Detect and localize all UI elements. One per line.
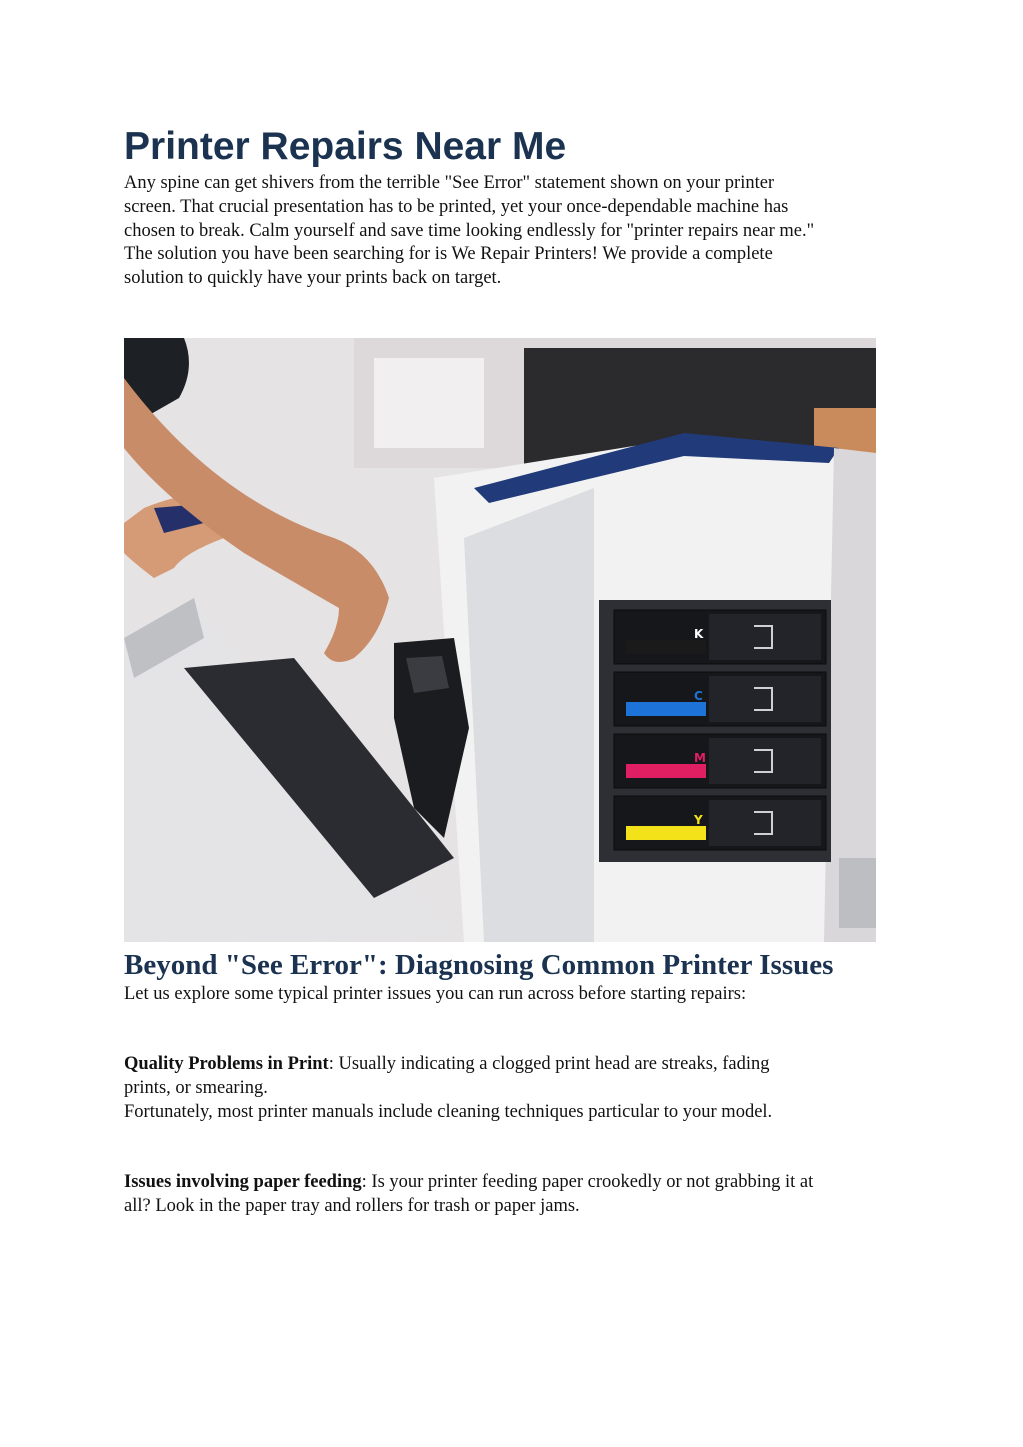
issue-quality-term: Quality Problems in Print — [124, 1054, 329, 1074]
issue-quality-line1 — [124, 1053, 914, 1077]
issue-feeding-term: Issues involving paper feeding — [124, 1172, 362, 1192]
toner-color-stripe — [626, 826, 706, 840]
printer-repair-photo — [124, 338, 876, 942]
issue-quality-text: : Usually indicating a clogged print head are streaks, fading — [328, 1054, 770, 1074]
issue-feeding-line1 — [124, 1171, 914, 1195]
toner-label: M — [694, 751, 706, 765]
intro-line: solution to quickly have your prints back on target. — [124, 268, 502, 289]
toner-face — [709, 614, 821, 660]
section-lead-text: Let us explore some typical printer issues you can run across before starting repairs: — [124, 984, 747, 1004]
toner-color-stripe — [626, 702, 706, 716]
intro-line: The solution you have been searching for is We Repair Printers! We provide a complete — [124, 244, 773, 265]
intro-paragraph — [124, 172, 914, 291]
toner-face — [709, 800, 821, 846]
toner-color-stripe — [626, 640, 706, 654]
section-heading: Beyond "See Error": Diagnosing Common Printer Issues — [124, 949, 834, 981]
issue-feeding-line2: all? Look in the paper tray and rollers for trash or paper jams. — [124, 1195, 580, 1216]
toner-color-stripe — [626, 764, 706, 778]
issue-quality-paragraph — [124, 1053, 914, 1124]
toner-face — [709, 676, 821, 722]
section-lead — [124, 983, 914, 1007]
issue-quality-line2: prints, or smearing. — [124, 1077, 268, 1098]
issue-feeding-paragraph — [124, 1171, 914, 1219]
toner-label: C — [694, 689, 703, 703]
intro-line: Any spine can get shivers from the terrible "See Error" statement shown on your printer — [124, 173, 775, 193]
toner-label: K — [694, 627, 704, 641]
issue-quality-line3: Fortunately, most printer manuals include cleaning techniques particular to your model. — [124, 1101, 773, 1122]
toner-label: Y — [694, 813, 703, 827]
intro-line: screen. That crucial presentation has to be printed, yet your once-dependable machine has — [124, 196, 789, 217]
issue-feeding-text: : Is your printer feeding paper crookedly or not grabbing it at — [361, 1172, 814, 1192]
toner-face — [709, 738, 821, 784]
intro-line: chosen to break. Calm yourself and save time looking endlessly for "printer repairs near me." — [124, 220, 815, 241]
page-title: Printer Repairs Near Me — [124, 125, 567, 168]
